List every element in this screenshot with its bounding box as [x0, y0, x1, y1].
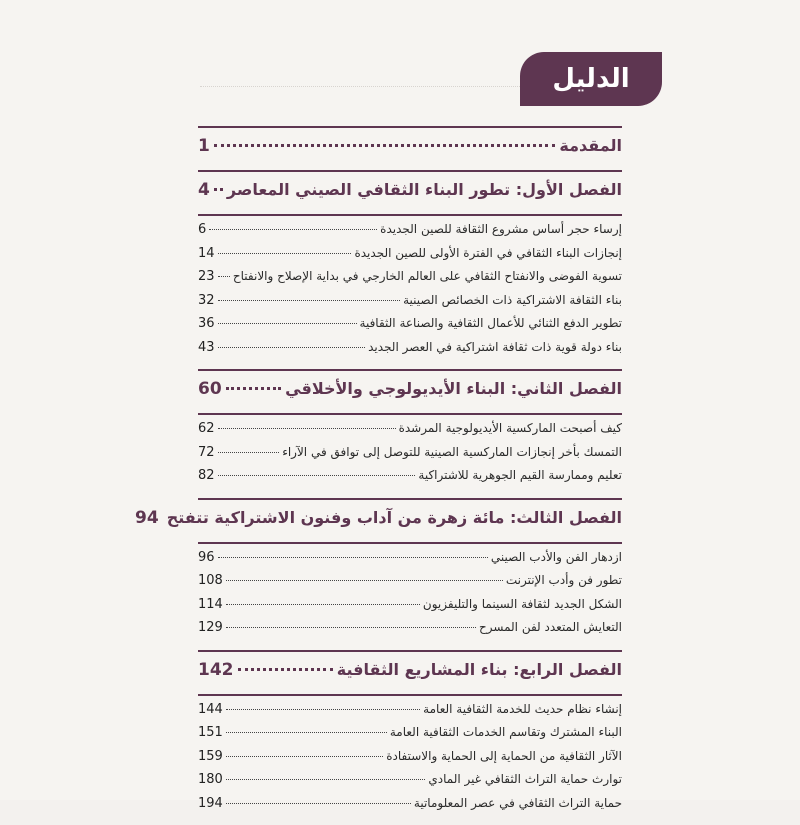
entry-title: ازدهار الفن والأدب الصيني: [491, 550, 622, 564]
chapter-title: الفصل الثالث: مائة زهرة من آداب وفنون الاشتراكية تتفتح: [167, 508, 622, 527]
entry-title: البناء المشترك وتقاسم الخدمات الثقافية العامة: [390, 725, 622, 739]
toc-entry[interactable]: [198, 702, 622, 726]
chapter-page: 4: [198, 180, 210, 200]
toc-entry[interactable]: [198, 445, 622, 469]
intro-page: 1: [198, 136, 210, 156]
toc-entry[interactable]: [198, 796, 622, 820]
entry-title: توارث حماية التراث الثقافي غير المادي: [428, 772, 622, 786]
dot-leader: [218, 557, 488, 558]
entry-page: 108: [198, 573, 223, 588]
chapter-2-entries: [198, 415, 622, 498]
chapter-page: 142: [198, 660, 234, 680]
dot-leader: [226, 580, 503, 581]
entry-page: 151: [198, 725, 223, 740]
dot-leader: [226, 779, 426, 780]
entry-title: إرساء حجر أساس مشروع الثقافة للصين الجديدة: [380, 222, 622, 236]
entry-page: 144: [198, 702, 223, 717]
entry-title: إنجازات البناء الثقافي في الفترة الأولى للصين الجديدة: [354, 246, 622, 260]
entry-page: 114: [198, 597, 223, 612]
dot-leader: [238, 668, 333, 671]
entry-page: 72: [198, 445, 215, 460]
entry-page: 159: [198, 749, 223, 764]
toc-entry[interactable]: [198, 772, 622, 796]
entry-page: 43: [198, 340, 215, 355]
intro-title: المقدمة: [559, 136, 622, 155]
toc-chapter-2[interactable]: [198, 371, 622, 413]
toc-entry[interactable]: [198, 316, 622, 340]
toc-entry[interactable]: [198, 340, 622, 364]
entry-title: تطور فن وأدب الإنترنت: [506, 573, 622, 587]
entry-title: كيف أصبحت الماركسية الأيديولوجية المرشدة: [399, 421, 622, 435]
dot-leader: [226, 803, 411, 804]
toc-entry[interactable]: [198, 293, 622, 317]
entry-page: 62: [198, 421, 215, 436]
toc-chapter-3[interactable]: [198, 500, 622, 542]
entry-page: 96: [198, 550, 215, 565]
entry-title: حماية التراث الثقافي في عصر المعلوماتية: [414, 796, 622, 810]
dot-leader: [226, 709, 420, 710]
entry-title: بناء الثقافة الاشتراكية ذات الخصائص الصينية: [403, 293, 622, 307]
chapter-page: 60: [198, 379, 222, 399]
entry-page: 23: [198, 269, 215, 284]
toc-chapter-1[interactable]: [198, 172, 622, 214]
toc-entry[interactable]: [198, 222, 622, 246]
toc-intro[interactable]: [198, 128, 622, 170]
entry-title: إنشاء نظام حديث للخدمة الثقافية العامة: [423, 702, 622, 716]
toc-entry[interactable]: [198, 269, 622, 293]
dot-leader: [209, 229, 377, 230]
entry-page: 14: [198, 246, 215, 261]
table-of-contents: [198, 126, 622, 825]
entry-title: التعايش المتعدد لفن المسرح: [479, 620, 622, 634]
toc-entry[interactable]: [198, 597, 622, 621]
entry-page: 194: [198, 796, 223, 811]
entry-page: 32: [198, 293, 215, 308]
toc-entry[interactable]: [198, 725, 622, 749]
chapter-title: الفصل الرابع: بناء المشاريع الثقافية: [337, 660, 622, 679]
page-title: الدليل: [552, 64, 629, 94]
dot-leader: [218, 323, 357, 324]
chapter-page: 94: [135, 508, 159, 528]
chapter-title: الفصل الثاني: البناء الأيديولوجي والأخلاقي: [285, 379, 622, 398]
dot-leader: [226, 756, 383, 757]
dot-leader: [218, 452, 280, 453]
entry-page: 180: [198, 772, 223, 787]
toc-entry[interactable]: [198, 749, 622, 773]
toc-entry[interactable]: [198, 421, 622, 445]
chapter-3-entries: [198, 544, 622, 650]
toc-entry[interactable]: [198, 550, 622, 574]
chapter-title: الفصل الأول: تطور البناء الثقافي الصيني المعاصر: [227, 180, 622, 199]
dot-leader: [218, 475, 416, 476]
toc-entry[interactable]: [198, 573, 622, 597]
entry-title: تسوية الفوضى والانفتاح الثقافي على العالم الخارجي في بداية الإصلاح والانفتاح: [233, 269, 622, 283]
dot-leader: [218, 347, 366, 348]
entry-title: تعليم وممارسة القيم الجوهرية للاشتراكية: [418, 468, 622, 482]
entry-page: 129: [198, 620, 223, 635]
entry-page: 6: [198, 222, 206, 237]
toc-entry[interactable]: [198, 468, 622, 492]
entry-title: الشكل الجديد لثقافة السينما والتليفزيون: [423, 597, 622, 611]
chapter-4-entries: [198, 696, 622, 825]
bleed-through-line: [200, 72, 520, 87]
toc-entry[interactable]: [198, 620, 622, 644]
entry-title: بناء دولة قوية ذات ثقافة اشتراكية في العصر الجديد: [368, 340, 622, 354]
dot-leader: [226, 627, 476, 628]
entry-page: 36: [198, 316, 215, 331]
dot-leader: [214, 144, 556, 147]
entry-title: تطوير الدفع الثنائي للأعمال الثقافية والصناعة الثقافية: [360, 316, 622, 330]
dot-leader: [214, 188, 223, 191]
dot-leader: [218, 428, 396, 429]
dot-leader: [218, 253, 352, 254]
entry-title: الآثار الثقافية من الحماية إلى الحماية والاستفادة: [386, 749, 622, 763]
toc-chapter-4[interactable]: [198, 652, 622, 694]
dot-leader: [226, 387, 281, 390]
entry-page: 82: [198, 468, 215, 483]
entry-title: التمسك بأخر إنجازات الماركسية الصينية للتوصل إلى توافق في الآراء: [282, 445, 622, 459]
dot-leader: [226, 604, 420, 605]
dot-leader: [226, 732, 387, 733]
dot-leader: [218, 276, 230, 277]
dot-leader: [218, 300, 401, 301]
toc-entry[interactable]: [198, 246, 622, 270]
title-tab: [520, 52, 662, 106]
chapter-1-entries: [198, 216, 622, 369]
